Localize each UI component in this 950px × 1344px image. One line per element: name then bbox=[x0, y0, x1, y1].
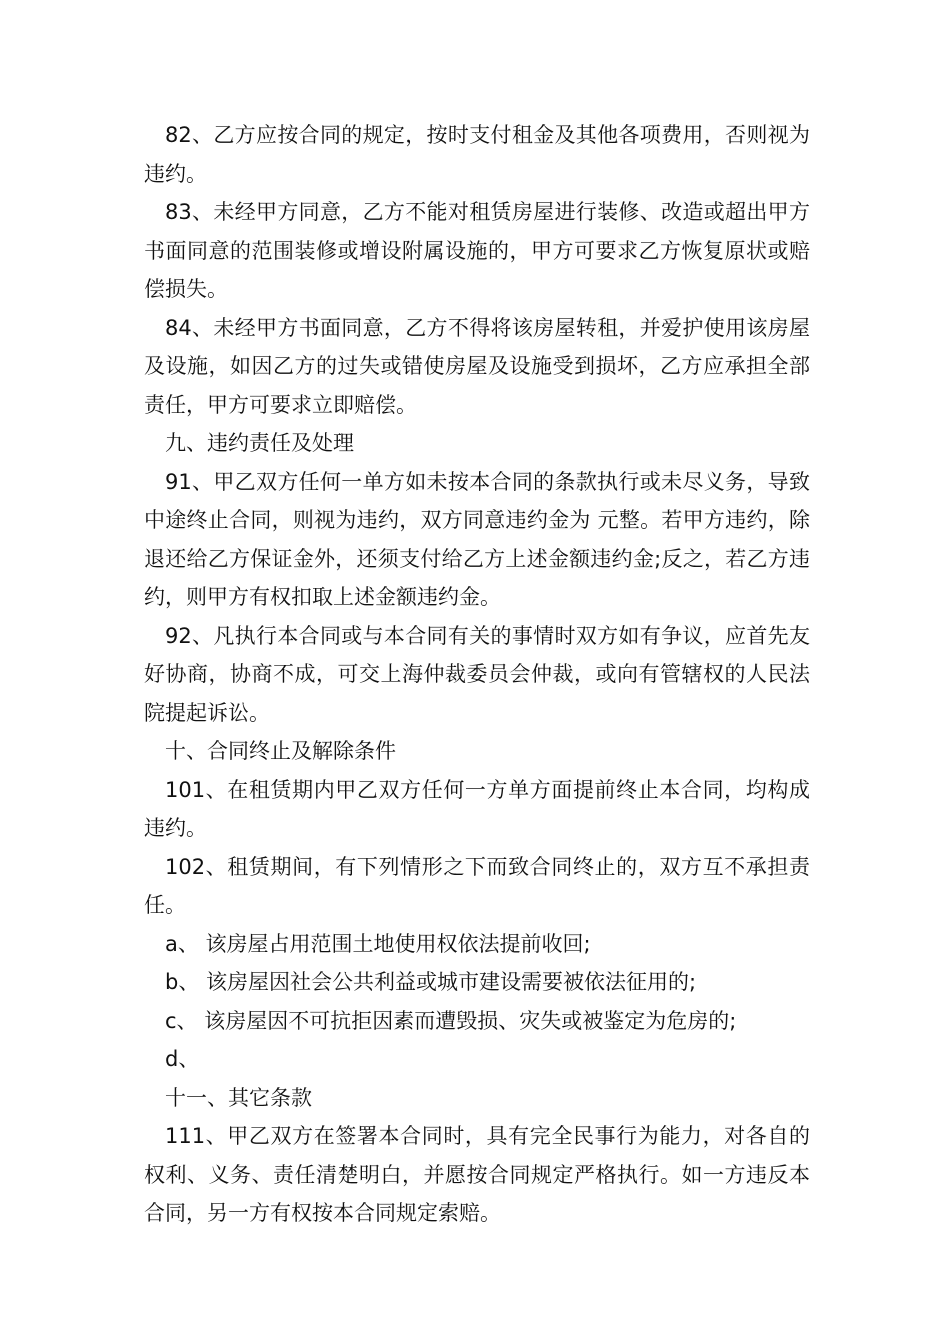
document-body bbox=[144, 116, 810, 1233]
list-item-b: b、 该房屋因社会公共利益或城市建设需要被依法征用的; bbox=[165, 970, 697, 994]
section-heading-10: 十、合同终止及解除条件 bbox=[165, 739, 396, 763]
list-item-a: a、 该房屋占用范围土地使用权依法提前收回; bbox=[165, 931, 591, 956]
list-item-d: d、 bbox=[165, 1047, 200, 1071]
clause-84: 84、未经甲方书面同意，乙方不得将该房屋转租，并爱护使用该房屋及设施，如因乙方的过失或错使房屋及设施受到损坏，乙方应承担全部责任，甲方可要求立即赔偿。 bbox=[144, 315, 810, 417]
clause-91: 91、甲乙双方任何一单方如未按本合同的条款执行或未尽义务，导致中途终止合同，则视为违约，双方同意违约金为 元整。若甲方违约，除退还给乙方保证金外，还须支付给乙方上述金额违约金;反之，若乙方违约，则甲方有权扣取上述金额违约金。 bbox=[144, 469, 810, 609]
clause-92: 92、凡执行本合同或与本合同有关的事情时双方如有争议，应首先友好协商，协商不成，可交上海仲裁委员会仲裁，或向有管辖权的人民法院提起诉讼。 bbox=[144, 623, 810, 725]
clause-111: 111、甲乙双方在签署本合同时，具有完全民事行为能力，对各自的权利、义务、责任清楚明白，并愿按合同规定严格执行。如一方违反本合同，另一方有权按本合同规定索赔。 bbox=[144, 1124, 810, 1225]
clause-101: 101、在租赁期内甲乙双方任何一方单方面提前终止本合同，均构成违约。 bbox=[144, 777, 810, 840]
clause-82: 82、乙方应按合同的规定，按时支付租金及其他各项费用，否则视为违约。 bbox=[144, 123, 810, 186]
clause-83: 83、未经甲方同意，乙方不能对租赁房屋进行装修、改造或超出甲方书面同意的范围装修或增设附属设施的，甲方可要求乙方恢复原状或赔偿损失。 bbox=[144, 200, 810, 301]
section-heading-11: 十一、其它条款 bbox=[165, 1085, 312, 1110]
section-heading-9: 九、违约责任及处理 bbox=[165, 431, 354, 455]
clause-102: 102、租赁期间，有下列情形之下而致合同终止的，双方互不承担责任。 bbox=[144, 854, 810, 917]
list-item-c: c、 该房屋因不可抗拒因素而遭毁损、灾失或被鉴定为危房的; bbox=[165, 1008, 737, 1033]
